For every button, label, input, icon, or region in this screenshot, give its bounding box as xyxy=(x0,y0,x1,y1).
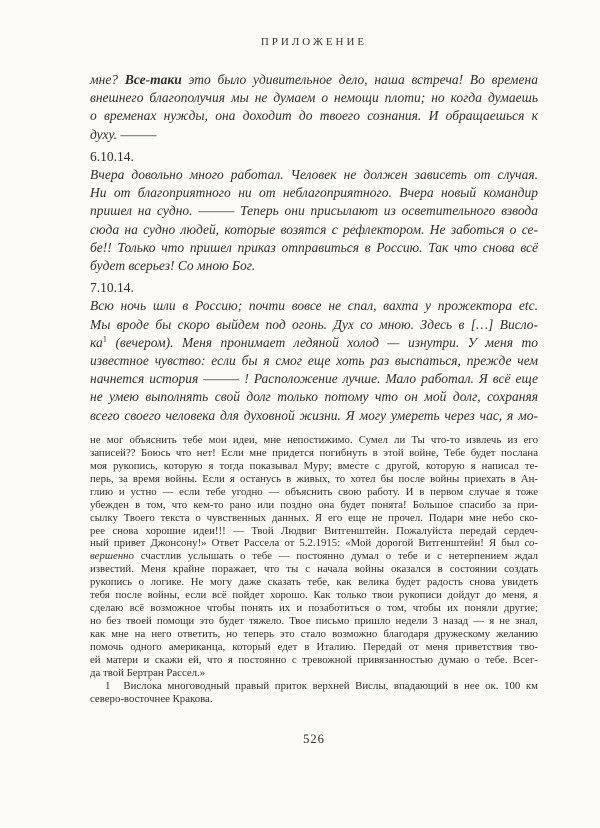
text-line xyxy=(90,499,538,512)
text-line xyxy=(90,166,538,184)
text-segment: будет всерьез! Со мною Бог. xyxy=(90,258,256,274)
text-segment: со- xyxy=(524,537,538,550)
text-line xyxy=(90,334,538,352)
text-segment: счастлив услышать о тебе — постоянно думал о тебе и с нетерпением ждал xyxy=(133,550,538,563)
text-segment: перь, за время войны. Если я останусь в живых, то хотел бы после войны приехать в Ан- xyxy=(90,472,538,485)
text-segment: Все-таки xyxy=(124,72,182,87)
text-line xyxy=(90,370,538,388)
text-segment: духу. ——— xyxy=(90,126,157,142)
text-segment: бе!! Только что пришел приказ отправиться в Россию. Так что снова всё xyxy=(90,239,538,255)
text-segment: рукопись о логике. Не могу даже сказать тебе, как велика будет радость снова увидеть xyxy=(90,576,538,589)
text-line xyxy=(90,460,538,473)
text-segment: помочь одного американца, который едет в Италию. Передай от меня приветствия тво- xyxy=(90,641,538,654)
text-line xyxy=(90,680,538,693)
text-segment: о временах нужды, она доходит до твоего сознания. И обращаешься к xyxy=(90,108,538,124)
text-line xyxy=(90,89,538,107)
text-line xyxy=(90,71,538,89)
text-segment: глию и устно — если тебе угодно — объяснить свою работу. И в первом случае я тоже xyxy=(90,485,538,498)
text-line xyxy=(90,563,538,576)
text-segment: Мы вроде бы скоро выйдем под огонь. Дух со мною. Здесь в […] Висло- xyxy=(90,316,538,332)
text-line xyxy=(90,184,538,202)
text-segment: сделаю всё возможное чтобы понять их и позаботиться о том, чтобы их поняли другие; xyxy=(90,602,538,615)
text-segment: Висло́ка многоводный правый приток верхней Вислы, впадающий в нее ок. 100 км xyxy=(123,679,538,692)
text-line xyxy=(90,641,538,654)
text-line xyxy=(90,667,538,680)
text-line xyxy=(90,316,538,334)
footnote-letter-continuation xyxy=(90,434,538,680)
entry-date: 6.10.14. xyxy=(90,148,134,164)
diary-paragraph-continued xyxy=(90,71,538,144)
text-segment: это было удивительное дело, наша встреча! Во времена xyxy=(181,72,538,87)
entry-date: 7.10.14. xyxy=(90,280,134,296)
text-segment: Всю ночь шли в Россию; почти вовсе не спал, вахта у прожектора etc. xyxy=(90,298,538,314)
text-segment: Вчера довольно много работал. Человек не должен зависеть от случая. xyxy=(90,167,538,183)
text-line xyxy=(90,257,538,275)
text-line xyxy=(90,550,538,563)
text-segment: ный привет Джонсону!» Ответ Рассела от 5.2.1915: «Мой дорогой Витгенштейн! Я был xyxy=(90,537,525,550)
text-segment: пришел на судно. ——— Теперь они присылают из осветительного взвода xyxy=(90,203,538,219)
diary-entry-7-10-14 xyxy=(90,279,538,425)
text-segment: не мог объяснить тебе мои идеи, мне непостижимо. Сумел ли Ты что-то извлечь из его xyxy=(90,433,538,446)
text-segment: убежден в том, что кем-то рано или поздно она будет понята! Большое спасибо за при- xyxy=(90,498,538,511)
text-segment: известий. Меня крайне поражает, что ты с начала войны оказался в состоянии создать xyxy=(90,563,538,576)
text-segment: записей?? Боюсь что нет! Если мне придется погибнуть в этой войне, Тебе будет послана xyxy=(90,446,538,459)
text-line xyxy=(90,693,538,706)
text-line xyxy=(90,126,538,144)
text-line xyxy=(90,589,538,602)
text-segment: сюда на судно людей, которые возятся с рефлектором. Не заботься о се- xyxy=(90,221,538,237)
text-line xyxy=(90,602,538,615)
text-line xyxy=(90,473,538,486)
text-segment: всего своего человека для духовной жизни. Я могу умереть через час, я мо- xyxy=(90,407,538,423)
text-line xyxy=(90,434,538,447)
text-segment: внешнего благополучия мы не думаем о немощи плоти; но когда думаешь xyxy=(90,90,538,106)
text-segment: тебя после войны, если всё пойдет хорошо. Как только твои рукописи дойдут до меня, я xyxy=(90,589,538,602)
diary-entry-text xyxy=(90,166,538,275)
diary-section xyxy=(90,71,538,425)
text-segment: Ни от благоприятного ни от неблагоприятного. Вчера новый командир xyxy=(90,185,538,201)
text-line xyxy=(90,486,538,499)
text-segment: но без твоей помощи это будет тяжело. Твое письмо пришло недели 3 назад — я не знал, xyxy=(90,615,538,628)
diary-entry-text xyxy=(90,297,538,424)
text-segment: рее снова хорошие идеи!!! — Твой Людвиг Витгенштейн. Пожалуйста передай сердеч- xyxy=(90,524,538,537)
text-segment: не умею выполнять свой долг только потому что он мой долг, сохраняя xyxy=(90,389,538,405)
text-line xyxy=(90,615,538,628)
text-line xyxy=(90,525,538,538)
text-segment: моя рукопись, которую я тогда показывал Муру; вместе с другой, которую я написал те- xyxy=(90,459,538,472)
text-line xyxy=(90,447,538,460)
text-segment: как мне на него ответить, но теперь это стало возможно благодаря дружескому желанию xyxy=(90,628,538,641)
page-number: 526 xyxy=(303,731,325,746)
text-segment: вершенно xyxy=(90,550,134,563)
text-segment: северо-восточнее Кракова. xyxy=(90,692,213,705)
text-segment: известное чувство: если бы я смог еще хоть раз выспаться, прежде чем xyxy=(90,353,538,369)
diary-entry-6-10-14 xyxy=(90,148,538,275)
text-segment: мне? xyxy=(90,72,125,87)
text-line xyxy=(90,239,538,257)
text-line xyxy=(90,352,538,370)
text-line xyxy=(90,407,538,425)
text-segment: (вечером). Меня пронимает ледяной холод — изнутри. У меня то xyxy=(106,334,538,350)
footnote-section xyxy=(90,434,538,706)
text-line xyxy=(90,202,538,220)
text-segment: да твой Бертран Рассел.» xyxy=(90,667,206,680)
text-line xyxy=(90,576,538,589)
text-line xyxy=(90,221,538,239)
text-line xyxy=(90,654,538,667)
text-line xyxy=(90,297,538,315)
text-segment: ка xyxy=(90,334,103,350)
footnote-1 xyxy=(90,680,538,706)
text-line xyxy=(90,628,538,641)
text-segment: сылку Твоего текста о чувственных данных. Я его еще не прочел. Подари мне небо ско- xyxy=(90,511,538,524)
running-head: ПРИЛОЖЕНИЕ xyxy=(260,36,368,48)
footnote-number: 1 xyxy=(105,679,111,692)
text-line xyxy=(90,388,538,406)
text-line xyxy=(90,107,538,125)
text-segment: 1 xyxy=(102,334,107,344)
text-line xyxy=(90,512,538,525)
text-segment: начнется история ——— ! Расположение лучше. Мало работал. Я всё еще xyxy=(90,371,538,387)
text-segment: ей матери и скажи ей, что я постоянно с тревожной привязанностью думаю о тебе. Всег- xyxy=(90,654,538,667)
text-line xyxy=(90,537,538,550)
text-column xyxy=(90,36,538,747)
